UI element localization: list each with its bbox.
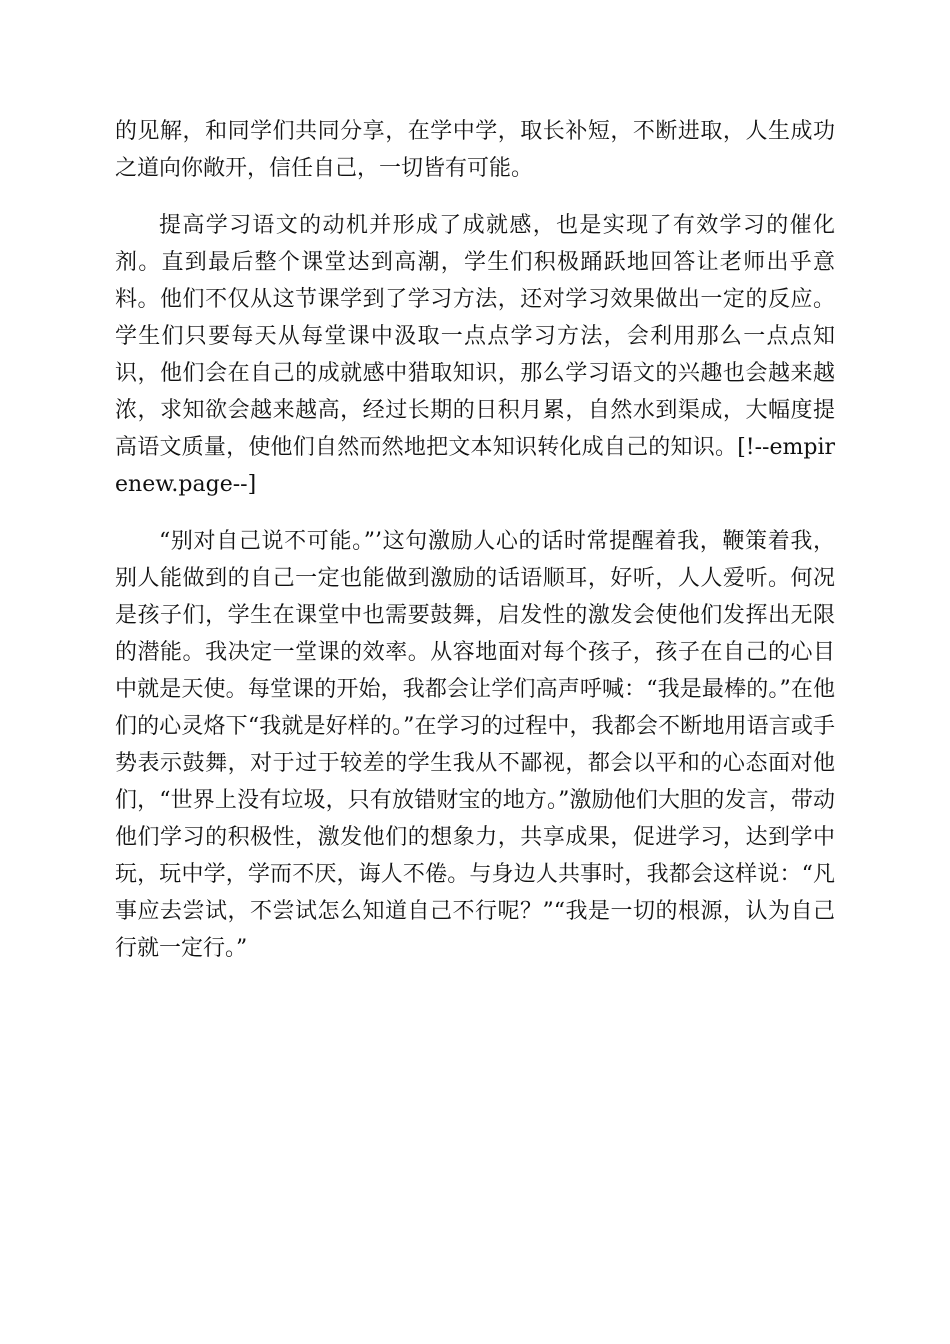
paragraph-1: 的见解，和同学们共同分享，在学中学，取长补短，不断进取，人生成功之道向你敞开，信任自己，一切皆有可能。	[115, 119, 835, 181]
paragraph-3: “别对自己说不可能。”’这句激励人心的话时常提醒着我，鞭策着我，别人能做到的自己一定也能做到激励的话语顺耳，好听，人人爱听。何况是孩子们，学生在课堂中也需要鼓舞，启发性的激发会使他们发挥出无限的潜能。我决定一堂课的效率。从容地面对每个孩子，孩子在自己的心目中就是天使。每堂课的开始，我都会让学们高声呼喊：“我是最棒的。”在他们的心灵烙下“我就是好样的。”在学习的过程中，我都会不断地用语言或手势表示鼓舞，对于过于较差的学生我从不鄙视，都会以平和的心态面对他们，“世界上没有垃圾，只有放错财宝的地方。”激励他们大胆的发言，带动他们学习的积极性，激发他们的想象力，共享成果，促进学习，达到学中玩，玩中学，学而不厌，诲人不倦。与身边人共事时，我都会这样说：“凡事应去尝试，不尝试怎么知道自己不行呢？”“我是一切的根源，认为自己行就一定行。”	[115, 529, 835, 961]
paragraph-2: 提高学习语文的动机并形成了成就感，也是实现了有效学习的催化剂。直到最后整个课堂达到高潮，学生们积极踊跃地回答让老师出乎意料。他们不仅从这节课学到了学习方法，还对学习效果做出一定的反应。学生们只要每天从每堂课中汲取一点点学习方法，会利用那么一点点知识，他们会在自己的成就感中猎取知识，那么学习语文的兴趣也会越来越浓，求知欲会越来越高，经过长期的日积月累，自然水到渠成，大幅度提高语文质量，使他们自然而然地把文本知识转化成自己的知识。[!--empirenew.page--]	[115, 213, 835, 497]
document-body	[115, 113, 835, 987]
